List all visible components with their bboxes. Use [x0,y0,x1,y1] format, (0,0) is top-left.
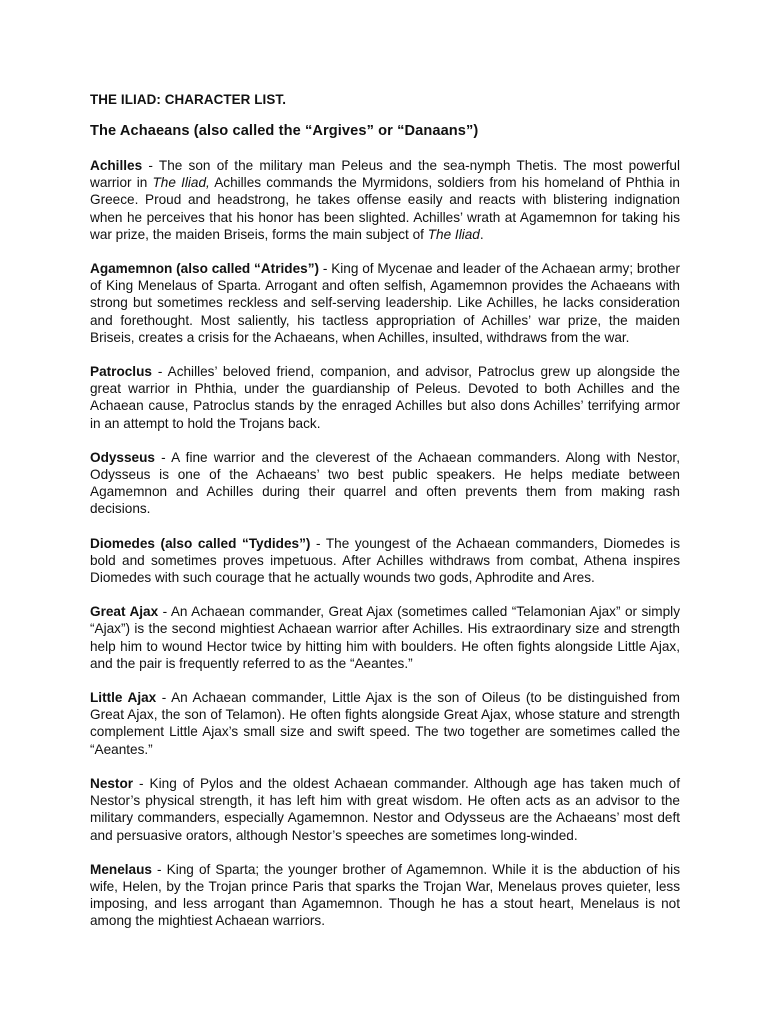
character-description: - A fine warrior and the cleverest of the Achaean commanders. Along with Nestor, Odysseus is one of the Achaeans’ two best public speakers. He helps mediate between Agamemnon and Achilles during their quarrel and often prevents them from making rash decisions. [90,449,680,517]
character-description: - An Achaean commander, Little Ajax is the son of Oileus (to be distinguished from Great Ajax, the son of Telamon). He often fights alongside Great Ajax, whose stature and strength complement Little Ajax’s small size and swift speed. The two together are sometimes called the “Aeantes.” [90,690,680,757]
character-name: Little Ajax [90,690,157,706]
character-entry [90,603,680,672]
character-name: Menelaus [90,861,152,877]
character-description: - Achilles’ beloved friend, companion, and advisor, Patroclus grew up alongside the great warrior in Phthia, under the guardianship of Peleus. Devoted to both Achilles and the Achaean cause, Patroclus stands by the enraged Achilles but also dons Achilles’ terrifying armor in an attempt to hold the Trojans back. [90,364,680,431]
character-name: Nestor [90,775,134,791]
character-entry [90,363,680,432]
character-entry [90,689,680,758]
character-list [90,157,680,930]
italic-title: The Iliad, [152,175,210,191]
character-entry [90,449,680,518]
character-name: Odysseus [90,449,155,465]
character-name: Diomedes (also called “Tydides”) [90,535,311,551]
character-description: - The son of the military man Peleus and the sea-nymph Thetis. The most powerful warrior in [90,158,680,191]
character-description: - An Achaean commander, Great Ajax (sometimes called “Telamonian Ajax” or simply “Ajax”) is the second mightiest Achaean warrior after Achilles. His extraordinary size and strength help him to wound Hector twice by hitting him with boulders. He often fights alongside Little Ajax, and the pair is frequently referred to as the “Aeantes.” [90,604,680,671]
character-entry [90,775,680,844]
document-title: THE ILIAD: CHARACTER LIST. [90,92,287,107]
character-description: - King of Pylos and the oldest Achaean commander. Although age has taken much of Nestor’s physical strength, it has left him with great wisdom. He often acts as an advisor to the military commanders, especially Agamemnon. Nestor and Odysseus are the Achaeans’ most deft and persuasive orators, although Nestor’s speeches are sometimes long-winded. [90,775,680,843]
section-heading: The Achaeans (also called the “Argives” or “Danaans”) [90,123,479,139]
character-name: Agamemnon (also called “Atrides”) [90,261,320,277]
character-name: Achilles [90,158,143,173]
character-description: - King of Mycenae and leader of the Achaean army; brother of King Menelaus of Sparta. Arrogant and often selfish, Agamemnon provides the Achaeans with strong but sometimes reckless and self-serving leadership. Like Achilles, he lacks consideration and forethought. Most saliently, his tactless appropriation of Achilles’ war prize, the maiden Briseis, creates a crisis for the Achaeans, when Achilles, insulted, withdraws from the war. [90,261,680,345]
italic-title: The Iliad [427,226,480,242]
character-entry [90,260,680,346]
character-description: Achilles commands the Myrmidons, soldiers from his homeland of Phthia in Greece. Proud and headstrong, he takes offense easily and reacts with blistering indignation when he perceives that his honor has been slighted. Achilles’ wrath at Agamemnon for taking his war prize, the maiden Briseis, forms the main subject of [90,175,680,242]
character-description: - King of Sparta; the younger brother of Agamemnon. While it is the abduction of his wife, Helen, by the Trojan prince Paris that sparks the Trojan War, Menelaus proves quieter, less imposing, and less arrogant than Agamemnon. Though he has a stout heart, Menelaus is not among the mightiest Achaean warriors. [90,861,680,929]
character-entry [90,861,680,930]
character-name: Great Ajax [90,604,159,620]
document-page [90,92,680,947]
character-description: . [479,226,484,242]
character-entry [90,535,680,587]
character-description: - The youngest of the Achaean commanders, Diomedes is bold and sometimes proves impetuous. After Achilles withdraws from combat, Athena inspires Diomedes with such courage that he actually wounds two gods, Aphrodite and Ares. [90,535,680,586]
character-entry [90,157,680,243]
character-name: Patroclus [90,364,152,380]
